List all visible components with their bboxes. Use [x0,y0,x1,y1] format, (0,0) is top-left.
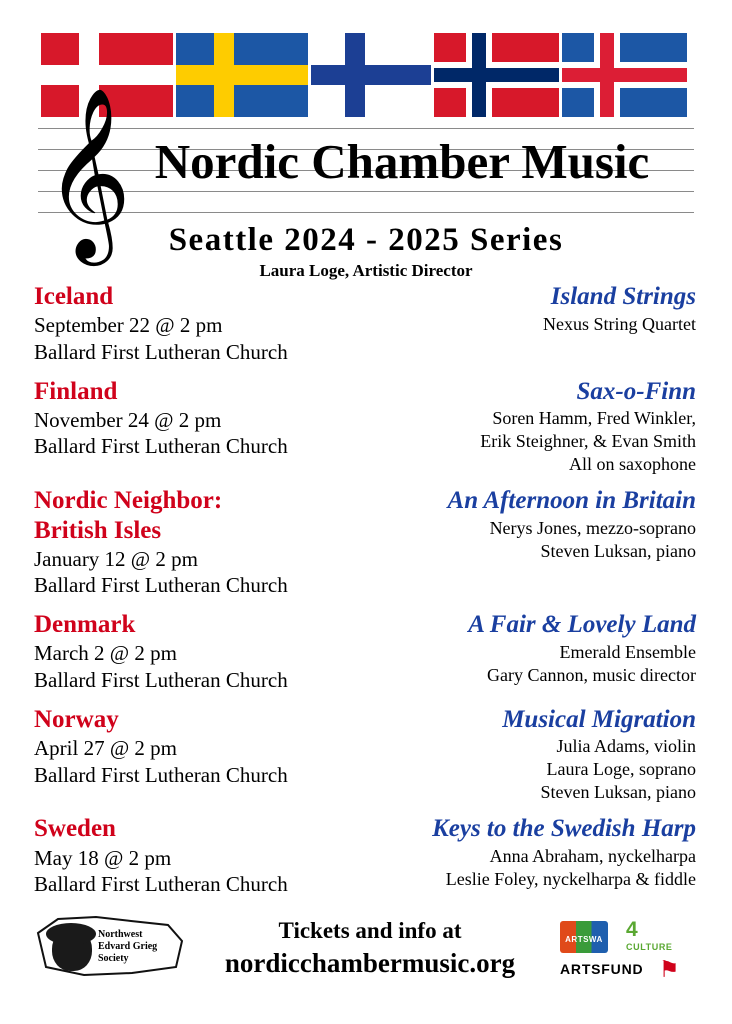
tickets-block [180,917,560,980]
artswa-label: ARTSWA [565,935,603,944]
concert-details [34,283,288,366]
finland-flag-cross-horizontal [311,65,431,85]
flag-row [41,33,692,117]
performer-line: Gary Cannon, music director [487,664,696,685]
concert-date: January 12 @ 2 pm [34,546,198,571]
performer-line: Nerys Jones, mezzo-soprano [489,518,696,539]
concert-date: September 22 @ 2 pm [34,313,223,338]
iceland-flag [562,33,687,117]
concert-details [34,611,288,694]
4culture-numeral: 4 [626,918,638,941]
program-title: Keys to the Swedish Harp [432,815,696,843]
performer-line: Nexus String Quartet [543,313,696,334]
concert-program [543,283,696,335]
sweden-flag-cross-vertical [214,33,234,117]
artsfund-logo: ARTSFUND [560,961,644,977]
grieg-society-line-1: Northwest [98,929,143,940]
finland-flag [311,33,431,117]
performer-line: Anna Abraham, nyckelharpa [489,846,696,867]
seattle-office-arts-icon: ⚑ [658,957,680,983]
concert-item [0,283,732,366]
concert-country: Norway [34,705,119,733]
staff-line [38,128,694,129]
concert-venue: Ballard First Lutheran Church [34,339,288,364]
concert-venue: Ballard First Lutheran Church [34,872,288,897]
performer-line: Erik Steighner, & Evan Smith [480,430,696,451]
artswa-logo [560,921,608,953]
concert-date: April 27 @ 2 pm [34,735,178,760]
concert-program [468,611,696,686]
concert-date: May 18 @ 2 pm [34,845,172,870]
performer-line: Leslie Foley, nyckelharpa & fiddle [445,868,696,889]
concert-date: November 24 @ 2 pm [34,407,222,432]
concert-country: Finland [34,377,118,405]
concert-details [34,706,288,789]
concert-country: Denmark [34,611,136,639]
performer-line: Steven Luksan, piano [540,540,696,561]
performer-line: Julia Adams, violin [556,736,696,757]
staff-line [38,191,694,192]
iceland-flag-cross-horizontal-inner [562,68,687,82]
grieg-portrait-hair-icon [46,923,96,945]
concert-details [34,378,288,461]
tickets-label: Tickets and info at [278,918,462,943]
4culture-logo [626,919,696,952]
page-title: Nordic Chamber Music [154,134,650,189]
concert-date: March 2 @ 2 pm [34,641,177,666]
performer-line: Emerald Ensemble [559,641,696,662]
concert-venue: Ballard First Lutheran Church [34,668,288,693]
website-link[interactable]: nordicchambermusic.org [224,947,516,978]
performer-line: Steven Luksan, piano [540,781,696,802]
sponsor-logos [560,913,710,993]
concert-country: Iceland [34,283,114,310]
footer [0,905,732,1024]
concert-venue: Ballard First Lutheran Church [34,762,288,787]
program-title: A Fair & Lovely Land [468,611,696,639]
program-title: Musical Migration [502,705,696,733]
concert-program [480,378,696,476]
concert-item [0,815,732,898]
artistic-director: Laura Loge, Artistic Director [259,261,473,280]
concert-details [34,815,288,898]
denmark-flag-cross-horizontal [41,65,173,85]
staff-line [38,212,694,213]
norway-flag-cross-horizontal-inner [434,68,559,82]
concert-details [34,487,288,599]
concert-item [0,487,732,599]
grieg-society-name [98,929,157,964]
concert-venue: Ballard First Lutheran Church [34,434,288,459]
program-title: Island Strings [550,283,696,310]
concert-country: Sweden [34,815,116,843]
norway-flag [434,33,559,117]
performer-line: All on saxophone [569,453,696,474]
series-subtitle: Seattle 2024 - 2025 Series [168,222,564,258]
treble-clef-icon: 𝄞 [44,86,132,258]
performer-line: Laura Loge, soprano [546,759,696,780]
concert-item [0,706,732,804]
performer-line: Soren Hamm, Fred Winkler, [492,408,696,429]
program-title: An Afternoon in Britain [447,487,696,515]
4culture-label: CULTURE [626,942,673,952]
concert-list [0,283,732,910]
concert-venue: Ballard First Lutheran Church [34,573,288,598]
program-title: Sax-o-Finn [576,377,696,405]
concert-program [448,487,696,562]
concert-item [0,378,732,476]
concert-country-second-line: British Isles [34,516,162,544]
grieg-society-line-3: Society [98,952,129,964]
concert-program [432,815,696,890]
sweden-flag-cross-horizontal [176,65,308,85]
finland-flag-cross-vertical [345,33,365,117]
sweden-flag [176,33,308,117]
concert-program [502,706,696,804]
norway-flag-cross-vertical-inner [472,33,486,117]
concert-country: Nordic Neighbor: [34,487,223,515]
iceland-flag-cross-vertical-inner [600,33,614,117]
grieg-society-line-2: Edvard Grieg [98,940,158,952]
concert-item [0,611,732,694]
grieg-society-logo [36,915,184,977]
